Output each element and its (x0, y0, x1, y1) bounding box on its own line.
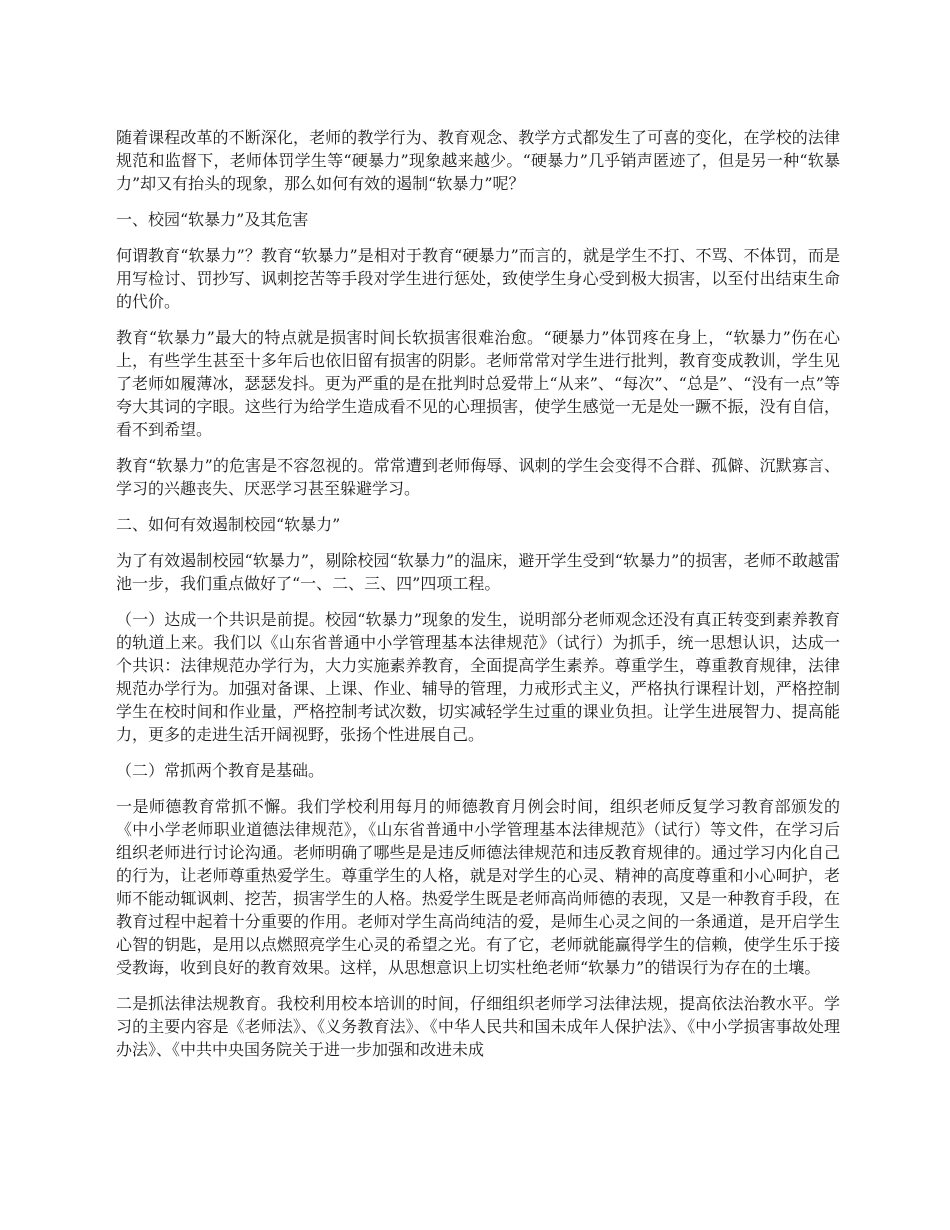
subheading-two-educations: （二）常抓两个教育是基础。 (116, 761, 325, 780)
paragraph-harm: 教育“软暴力”的危害是不容忽视的。常常遭到老师侮辱、讽刺的学生会变得不合群、孤僻、沉默寡言、学习的兴趣丧失、厌恶学习甚至躲避学习。 (116, 456, 840, 498)
paragraph-ethics-education: 一是师德教育常抓不懈。我们学校利用每月的师德教育月例会时间，组织老师反复学习教育部颁发的《中小学老师职业道德法律规范》，《山东省普通中小学管理基本法律规范》（试行）等文件，在学习后组织老师进行讨论沟通。老师明确了哪些是是违反师德法律规范和违反教育规律的。通过学习内化自己的行为，让老师尊重热爱学生。尊重学生的人格，就是对学生的心灵、精神的高度尊重和小心呵护，老师不能动辄讽刺、挖苦，损害学生的人格。热爱学生既是老师高尚师德的表现，又是一种教育手段，在教育过程中起着十分重要的作用。老师对学生高尚纯洁的爱，是师生心灵之间的一条通道，是开启学生心智的钥匙，是用以点燃照亮学生心灵的希望之光。有了它，老师就能赢得学生的信赖，使学生乐于接受教诲，收到良好的教育效果。这样，从思想意识上切实杜绝老师“软暴力”的错误行为存在的土壤。 (116, 797, 840, 977)
paragraph-definition: 何谓教育“软暴力”？教育“软暴力”是相对于教育“硬暴力”而言的，就是学生不打、不骂、不体罚，而是用写检讨、罚抄写、讽刺挖苦等手段对学生进行惩处，致使学生身心受到极大损害，以至付出结束生命的代价。 (116, 246, 840, 311)
section-heading-2: 二、如何有效遏制校园“软暴力” (116, 515, 341, 534)
section-heading-1: 一、校园“软暴力”及其危害 (116, 210, 309, 229)
paragraph-projects: 为了有效遏制校园“软暴力”，剔除校园“软暴力”的温床，避开学生受到“软暴力”的损害，老师不敢越雷池一步，我们重点做好了“一、二、三、四”四项工程。 (116, 551, 840, 593)
document-body (116, 126, 840, 1074)
paragraph-law-education: 二是抓法律法规教育。我校利用校本培训的时间，仔细组织老师学习法律法规，提高依法治教水平。学习的主要内容是《老师法》、《义务教育法》、《中华人民共和国未成年人保护法》、《中小学损害事故处理办法》、《中共中央国务院关于进一步加强和改进未成 (116, 994, 840, 1059)
intro-paragraph: 随着课程改革的不断深化，老师的教学行为、教育观念、教学方式都发生了可喜的变化，在学校的法律规范和监督下，老师体罚学生等“硬暴力”现象越来越少。“硬暴力”几乎销声匿迹了，但是另一种“软暴力”却又有抬头的现象，那么如何有效的遏制“软暴力”呢？ (116, 128, 840, 193)
paragraph-characteristics: 教育“软暴力”最大的特点就是损害时间长软损害很难治愈。“硬暴力”体罚疼在身上，“软暴力”伤在心上，有些学生甚至十多年后也依旧留有损害的阴影。老师常常对学生进行批判，教育变成教训，学生见了老师如履薄冰，瑟瑟发抖。更为严重的是在批判时总爱带上“从来”、“每次”、“总是”、“没有一点”等夸大其词的字眼。这些行为给学生造成看不见的心理损害，使学生感觉一无是处一蹶不振，没有自信，看不到希望。 (116, 328, 840, 439)
paragraph-consensus: （一）达成一个共识是前提。校园“软暴力”现象的发生，说明部分老师观念还没有真正转变到素养教育的轨道上来。我们以《山东省普通中小学管理基本法律规范》（试行）为抓手，统一思想认识，达成一个共识：法律规范办学行为，大力实施素养教育，全面提高学生素养。尊重学生，尊重教育规律，法律规范办学行为。加强对备课、上课、作业、辅导的管理，力戒形式主义，严格执行课程计划，严格控制学生在校时间和作业量，严格控制考试次数，切实减轻学生过重的课业负担。让学生进展智力、提高能力，更多的走进生活开阔视野，张扬个性进展自己。 (116, 610, 840, 744)
